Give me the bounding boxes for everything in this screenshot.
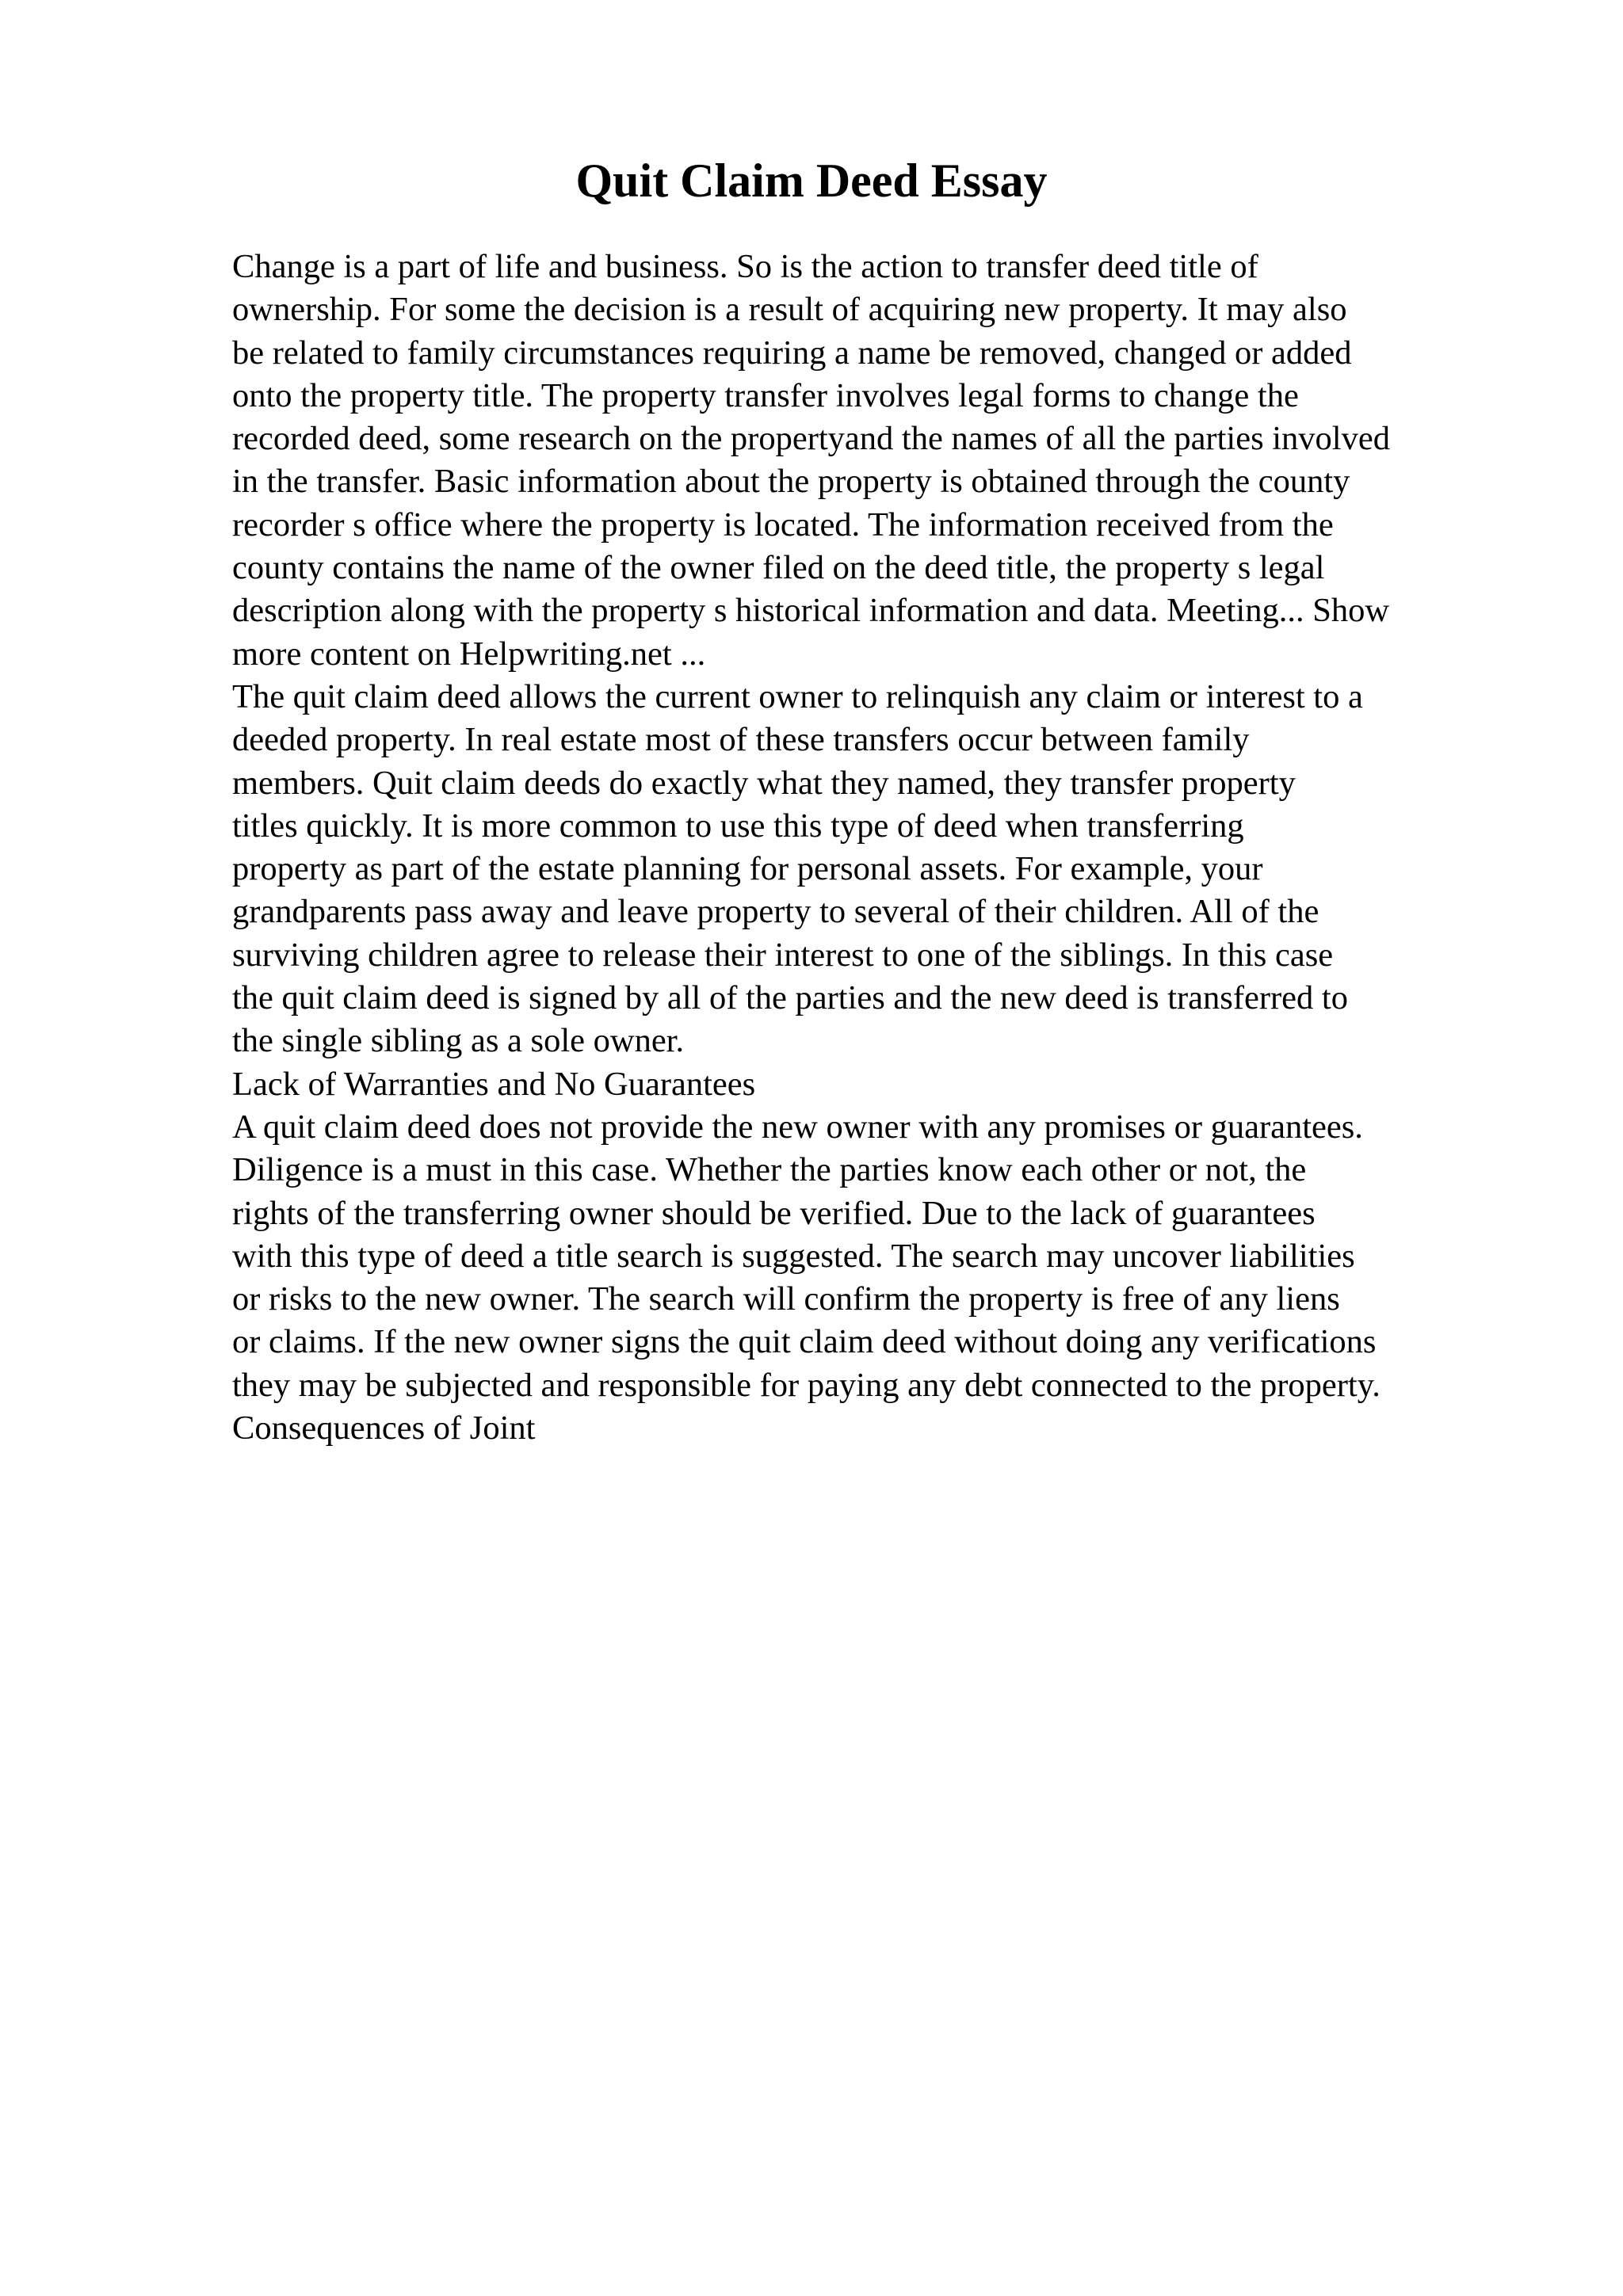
text-line: they may be subjected and responsible for paying any debt connected to the property. — [232, 1366, 1381, 1404]
text-line: county contains the name of the owner filed on the deed title, the property s legal — [232, 549, 1325, 587]
document-title: Quit Claim Deed Essay — [575, 154, 1048, 207]
text-line: onto the property title. The property transfer involves legal forms to change the — [232, 376, 1299, 414]
text-line: or claims. If the new owner signs the quit claim deed without doing any verifications — [232, 1323, 1377, 1361]
section-heading: Lack of Warranties and No Guarantees — [232, 1065, 756, 1103]
text-line: A quit claim deed does not provide the new owner with any promises or guarantees. — [232, 1108, 1363, 1146]
text-line: members. Quit claim deeds do exactly what they named, they transfer property — [232, 764, 1296, 802]
text-line: titles quickly. It is more common to use this type of deed when transferring — [232, 807, 1244, 845]
text-line: recorder s office where the property is located. The information received from the — [232, 505, 1334, 543]
text-line: property as part of the estate planning for personal assets. For example, your — [232, 850, 1263, 888]
text-line: the single sibling as a sole owner. — [232, 1022, 685, 1060]
text-line: the quit claim deed is signed by all of the parties and the new deed is transferred to — [232, 979, 1348, 1017]
text-line: rights of the transferring owner should be verified. Due to the lack of guarantees — [232, 1194, 1316, 1232]
section-heading: Consequences of Joint — [232, 1409, 536, 1447]
text-line: grandparents pass away and leave property to several of their children. All of the — [232, 893, 1319, 931]
text-line: description along with the property s historical information and data. Meeting... Show — [232, 592, 1390, 630]
text-line: in the transfer. Basic information about the property is obtained through the county — [232, 463, 1350, 501]
text-line: more content on Helpwriting.net ... — [232, 635, 706, 673]
text-line: be related to family circumstances requiring a name be removed, changed or added — [232, 334, 1352, 372]
text-line: Diligence is a must in this case. Whether the parties know each other or not, the — [232, 1151, 1307, 1189]
text-line: surviving children agree to release their interest to one of the siblings. In this case — [232, 936, 1334, 974]
text-line: The quit claim deed allows the current owner to relinquish any claim or interest to a — [232, 677, 1363, 715]
text-line: recorded deed, some research on the propertyand the names of all the parties involved — [232, 420, 1390, 458]
text-line: or risks to the new owner. The search will confirm the property is free of any liens — [232, 1280, 1340, 1318]
text-line: Change is a part of life and business. So is the action to transfer deed title of — [232, 248, 1258, 285]
text-line: with this type of deed a title search is suggested. The search may uncover liabilities — [232, 1237, 1355, 1275]
text-line: deeded property. In real estate most of these transfers occur between family — [232, 721, 1250, 759]
text-line: ownership. For some the decision is a result of acquiring new property. It may also — [232, 291, 1347, 329]
document-body — [232, 246, 1548, 1450]
